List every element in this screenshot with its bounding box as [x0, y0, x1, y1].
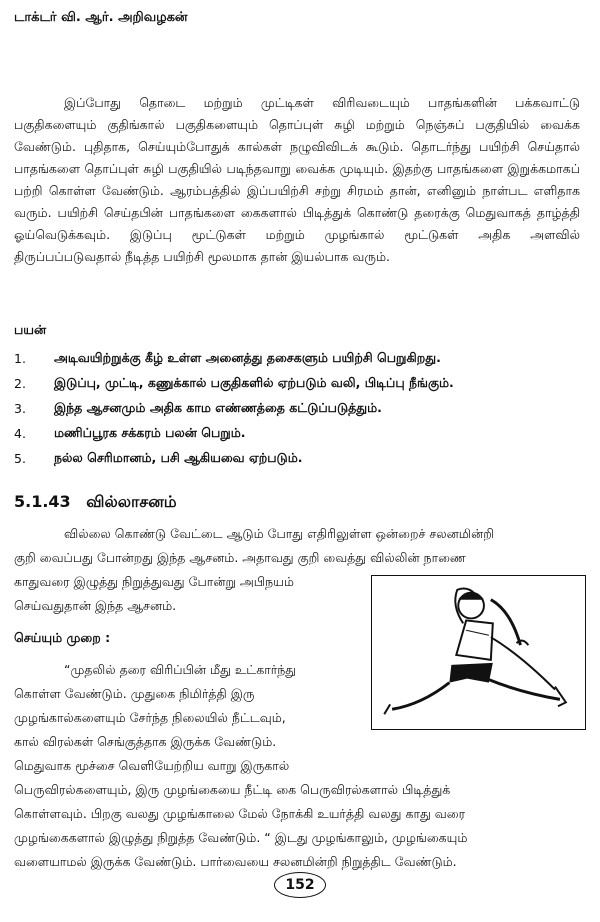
method-label: செய்யும் முறை :	[14, 630, 111, 645]
section-title: வில்லாசனம்	[86, 492, 177, 511]
asana-illustration	[371, 575, 586, 730]
list-item-number: 1.	[14, 351, 26, 366]
description-line: காதுவரை இழுத்து நிறுத்துவது போன்று அபிநயம்	[14, 574, 294, 589]
intro-paragraph-text: இப்போது தொடை மற்றும் முட்டிகள் விரிவடையும் பாதங்களின் பக்கவாட்டு பகுதிகளையும் குதிங்கால் பகுதிகளையும் தொப்புள் சுழி மற்றும் நெஞ்சுப் பகுதியில் வைக்க வேண்டும். புதிதாக, செய்யும்போதுக் கால்கள் நழுவிவிடக் கூடும். தொடர்ந்து பயிற்சி செய்தால் பாதங்களை தொப்புள் சுழி பகுதியில் படிந்தவாறு வைக்க முடியும். இதற்கு பாதங்களை இறுக்கமாகப் பற்றி கொள்ள வேண்டும். ஆரம்பத்தில் இப்பயிற்சி சற்று சிரமம் தான், எனினும் நாள்பட எளிதாக வரும். பயிற்சி செய்தபின் பாதங்களை கைகளால் பிடித்துக் கொண்டு தரைக்கு மெதுவாகத் தாழ்த்தி ஓய்வெடுக்கவும். இடுப்பு மூட்டுகள் மற்றும் முழங்கால் மூட்டுகள் அதிக அளவில் திருப்பப்படுவதால் நீடித்த பயிற்சி மூலமாக தான் இயல்பாக வரும்.	[14, 95, 580, 264]
section-heading	[14, 492, 177, 513]
benefits-list	[14, 346, 580, 471]
list-item	[14, 446, 580, 471]
list-item-text: மணிப்பூரக சக்கரம் பலன் பெறும்.	[54, 425, 246, 440]
bow-pose-figure	[372, 576, 585, 729]
list-item	[14, 396, 580, 421]
benefits-label: பயன்	[14, 322, 47, 337]
list-item-number: 4.	[14, 426, 26, 441]
running-header: டாக்டர் வி. ஆர். அறிவழகன்	[14, 10, 188, 25]
method-line: மெதுவாக மூச்சை வெளியேற்றிய வாறு இருகால்	[14, 758, 290, 773]
intro-paragraph	[14, 92, 580, 268]
page-number: 152	[274, 872, 326, 898]
list-item	[14, 371, 580, 396]
method-line: முழங்கால்களையும் சேர்ந்த நிலையில் நீட்டவும்,	[14, 710, 286, 725]
method-line: வளையாமல் இருக்க வேண்டும். பார்வையை சலனமின்றி நிறுத்திட வேண்டும்.	[14, 854, 457, 869]
list-item-text: நல்ல செரிமானம், பசி ஆகியவை ஏற்படும்.	[54, 450, 303, 465]
description-line: குறி வைப்பது போன்றது இந்த ஆசனம். அதாவது குறி வைத்து வில்லின் நாணை	[14, 550, 466, 565]
method-line: கொள்ளவும். பிறகு வலது முழங்காலை மேல் நோக்கி உயர்த்தி வலது காது வரை	[14, 806, 466, 821]
list-item-text: அடிவயிற்றுக்கு கீழ் உள்ள அனைத்து தசைகளும் பயிற்சி பெறுகிறது.	[54, 350, 441, 365]
list-item	[14, 421, 580, 446]
description-line: வில்லை கொண்டு வேட்டை ஆடும் போது எதிரிலுள்ள ஒன்றைச் சலனமின்றி	[64, 526, 494, 541]
description-line: செய்வதுதான் இந்த ஆசனம்.	[14, 598, 177, 613]
list-item-number: 3.	[14, 401, 26, 416]
list-item-number: 2.	[14, 376, 26, 391]
method-line: கொள்ள வேண்டும். முதுகை நிமிர்த்தி இரு	[14, 686, 255, 701]
list-item-number: 5.	[14, 451, 26, 466]
method-line: முழங்கைகளால் இழுத்து நிறுத்த வேண்டும். “ இடது முழங்காலும், முழங்கையும்	[14, 830, 468, 845]
method-line: பெருவிரல்களையும், இரு முழங்கையை நீட்டி கை பெருவிரல்களால் பிடித்துக்	[14, 782, 451, 797]
method-line: கால் விரல்கள் செங்குத்தாக இருக்க வேண்டும்.	[14, 734, 277, 749]
section-number: 5.1.43	[14, 492, 71, 511]
list-item-text: இடுப்பு, முட்டி, கணுக்கால் பகுதிகளில் ஏற்படும் வலி, பிடிப்பு நீங்கும்.	[54, 375, 454, 390]
method-line: “முதலில் தரை விரிப்பின் மீது உட்கார்ந்து	[64, 662, 297, 677]
list-item	[14, 346, 580, 371]
list-item-text: இந்த ஆசனமும் அதிக காம எண்ணத்தை கட்டுப்படுத்தும்.	[54, 400, 382, 415]
